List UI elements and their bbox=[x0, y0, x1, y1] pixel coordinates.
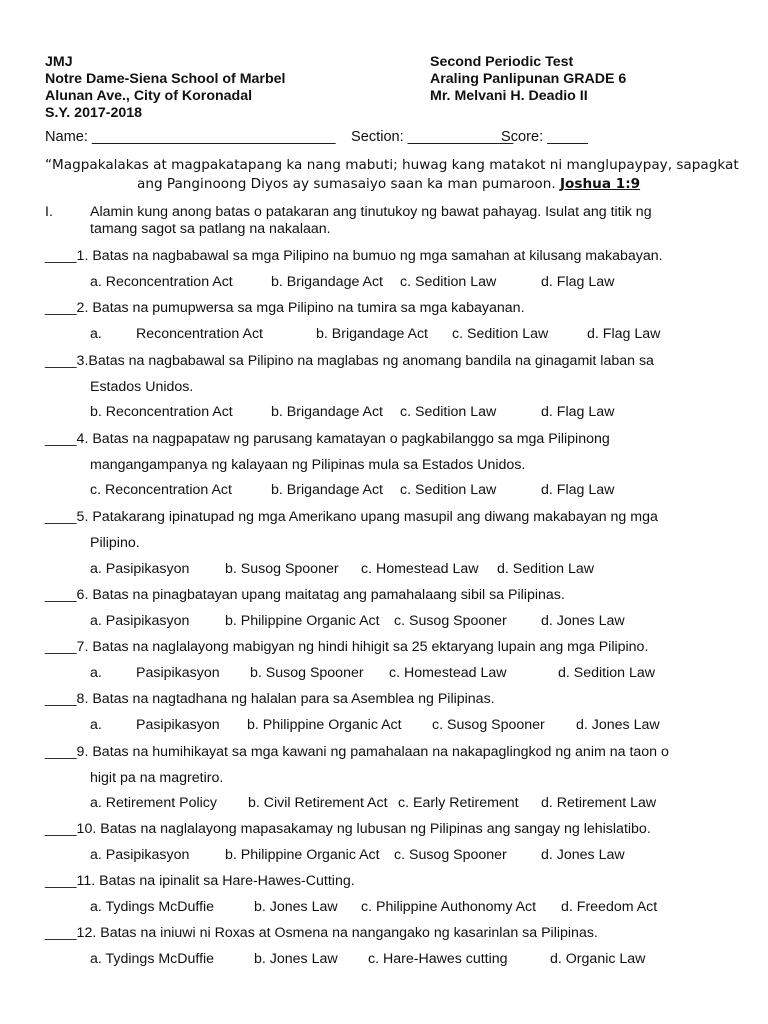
answer-choice: a. Pasipikasyon bbox=[90, 847, 190, 863]
section-number: I. bbox=[45, 204, 53, 220]
question-text: ____10. Batas na naglalayong mapasakamay ng lubusan ng Pilipinas ang sangay ng lehislatibo. bbox=[45, 821, 651, 837]
header-line: S.Y. 2017-2018 bbox=[45, 105, 143, 122]
answer-choice: d. Jones Law bbox=[576, 717, 660, 733]
answer-choice: b. Jones Law bbox=[254, 951, 338, 967]
answer-choice: a. Pasipikasyon bbox=[90, 613, 190, 629]
question-text: ____9. Batas na humihikayat sa mga kawani ng pamahalaan na nakapaglingkod ng anim na taon o bbox=[45, 744, 669, 760]
answer-choice: a. bbox=[90, 665, 102, 681]
question-text: ____2. Batas na pumupwersa sa mga Pilipino na tumira sa mga kabayanan. bbox=[45, 300, 525, 316]
answer-choice: d. Flag Law bbox=[587, 326, 661, 342]
question-text: ____7. Batas na naglalayong mabigyan ng hindi hihigit sa 25 ektaryang lupain ang mga Pilipino. bbox=[45, 639, 649, 655]
answer-choice: c. Early Retirement bbox=[398, 795, 519, 811]
question-text: ____5. Patakarang ipinatupad ng mga Amerikano upang masupil ang diwang makabayan ng mga bbox=[45, 509, 658, 525]
score-field: Score: _____ bbox=[501, 129, 588, 145]
answer-choice: c. Philippine Authonomy Act bbox=[361, 899, 537, 915]
answer-choice: c. Sedition Law bbox=[400, 482, 497, 498]
question-text: ____6. Batas na pinagbatayan upang maitatag ang pamahalaang sibil sa Pilipinas. bbox=[45, 587, 565, 603]
header-line: JMJ bbox=[45, 54, 73, 70]
answer-choice: b. Philippine Organic Act bbox=[225, 847, 380, 863]
answer-choice: c. Homestead Law bbox=[389, 665, 507, 681]
verse-reference: Joshua 1:9 bbox=[559, 176, 641, 192]
answer-choice: d. Sedition Law bbox=[497, 561, 595, 577]
bible-verse: “Magpakalakas at magpakatapang ka nang mabuti; huwag kang matakot ni manglupaypay, sapagkat bbox=[45, 157, 739, 173]
answer-choice: a. Reconcentration Act bbox=[90, 274, 233, 290]
answer-choice: a. bbox=[90, 717, 102, 733]
answer-choice: Pasipikasyon bbox=[136, 717, 220, 733]
section-field: Section: _____________ bbox=[351, 129, 514, 145]
header-line: Mr. Melvani H. Deadio II bbox=[430, 88, 588, 105]
answer-choice: c. Sedition Law bbox=[452, 326, 549, 342]
question-text: ____8. Batas na nagtadhana ng halalan para sa Asemblea ng Pilipinas. bbox=[45, 691, 495, 707]
answer-choice: c. Reconcentration Act bbox=[90, 482, 232, 498]
answer-choice: c. Susog Spooner bbox=[394, 613, 507, 629]
answer-choice: b. Philippine Organic Act bbox=[225, 613, 380, 629]
answer-choice: Reconcentration Act bbox=[136, 326, 263, 342]
answer-choice: d. Flag Law bbox=[541, 274, 615, 290]
answer-choice: d. Flag Law bbox=[541, 404, 615, 420]
answer-choice: c. Sedition Law bbox=[400, 404, 497, 420]
verse-text: ang Panginoong Diyos ay sumasaiyo saan ka man pumaroon. bbox=[137, 176, 556, 192]
answer-choice: c. Hare-Hawes cutting bbox=[368, 951, 508, 967]
question-text-continued: mangangampanya ng kalayaan ng Pilipinas mula sa Estados Unidos. bbox=[90, 457, 526, 473]
answer-choice: c. Susog Spooner bbox=[394, 847, 507, 863]
answer-choice: b. Brigandage Act bbox=[316, 326, 429, 342]
question-text: ____1. Batas na nagbabawal sa mga Pilipino na bumuo ng mga samahan at kilusang makabayan. bbox=[45, 248, 663, 264]
answer-choice: d. Jones Law bbox=[541, 613, 625, 629]
header-line: Araling Panlipunan GRADE 6 bbox=[430, 71, 627, 88]
section-instructions bbox=[90, 204, 652, 238]
answer-choice: d. Organic Law bbox=[550, 951, 646, 967]
school-header bbox=[45, 54, 285, 122]
answer-choice: d. Retirement Law bbox=[541, 795, 657, 811]
answer-choice: a. Tydings McDuffie bbox=[90, 899, 215, 915]
question-text: ____11. Batas na ipinalit sa Hare-Hawes-Cutting. bbox=[45, 873, 355, 889]
answer-choice: b. Brigandage Act bbox=[271, 482, 384, 498]
instructions-line: tamang sagot sa patlang na nakalaan. bbox=[90, 221, 331, 238]
answer-choice: b. Brigandage Act bbox=[271, 404, 384, 420]
answer-choice: d. Sedition Law bbox=[558, 665, 656, 681]
answer-choice: a. bbox=[90, 326, 102, 342]
question-text: ____3.Batas na nagbabawal sa Pilipino na maglabas ng anomang bandila na ginagamit laban sa bbox=[45, 353, 654, 369]
answer-choice: b. Reconcentration Act bbox=[90, 404, 233, 420]
name-field: Name: ______________________________ bbox=[45, 129, 336, 145]
answer-choice: c. Sedition Law bbox=[400, 274, 497, 290]
answer-choice: a. Pasipikasyon bbox=[90, 561, 190, 577]
answer-choice: d. Freedom Act bbox=[561, 899, 658, 915]
header-line: Second Periodic Test bbox=[430, 54, 574, 70]
question-text-continued: higit pa na magretiro. bbox=[90, 770, 224, 786]
instructions-line: Alamin kung anong batas o patakaran ang tinutukoy ng bawat pahayag. Isulat ang titik ng bbox=[90, 204, 652, 220]
answer-choice: b. Jones Law bbox=[254, 899, 338, 915]
test-header bbox=[430, 54, 626, 105]
header-line: Alunan Ave., City of Koronadal bbox=[45, 88, 253, 105]
question-text: ____12. Batas na iniuwi ni Roxas at Osmena na nangangako ng kasarinlan sa Pilipinas. bbox=[45, 925, 598, 941]
answer-choice: a. Retirement Policy bbox=[90, 795, 217, 811]
answer-choice: b. Philippine Organic Act bbox=[247, 717, 402, 733]
answer-choice: b. Civil Retirement Act bbox=[248, 795, 388, 811]
question-text-continued: Estados Unidos. bbox=[90, 379, 194, 395]
answer-choice: Pasipikasyon bbox=[136, 665, 220, 681]
answer-choice: c. Susog Spooner bbox=[432, 717, 545, 733]
answer-choice: a. Tydings McDuffie bbox=[90, 951, 215, 967]
bible-verse-line2 bbox=[137, 176, 640, 192]
header-line: Notre Dame-Siena School of Marbel bbox=[45, 71, 286, 88]
question-text-continued: Pilipino. bbox=[90, 535, 140, 551]
answer-choice: b. Brigandage Act bbox=[271, 274, 384, 290]
question-text: ____4. Batas na nagpapataw ng parusang kamatayan o pagkabilanggo sa mga Pilipinong bbox=[45, 431, 610, 447]
answer-choice: b. Susog Spooner bbox=[250, 665, 364, 681]
answer-choice: c. Homestead Law bbox=[361, 561, 479, 577]
answer-choice: d. Flag Law bbox=[541, 482, 615, 498]
answer-choice: d. Jones Law bbox=[541, 847, 625, 863]
answer-choice: b. Susog Spooner bbox=[225, 561, 339, 577]
